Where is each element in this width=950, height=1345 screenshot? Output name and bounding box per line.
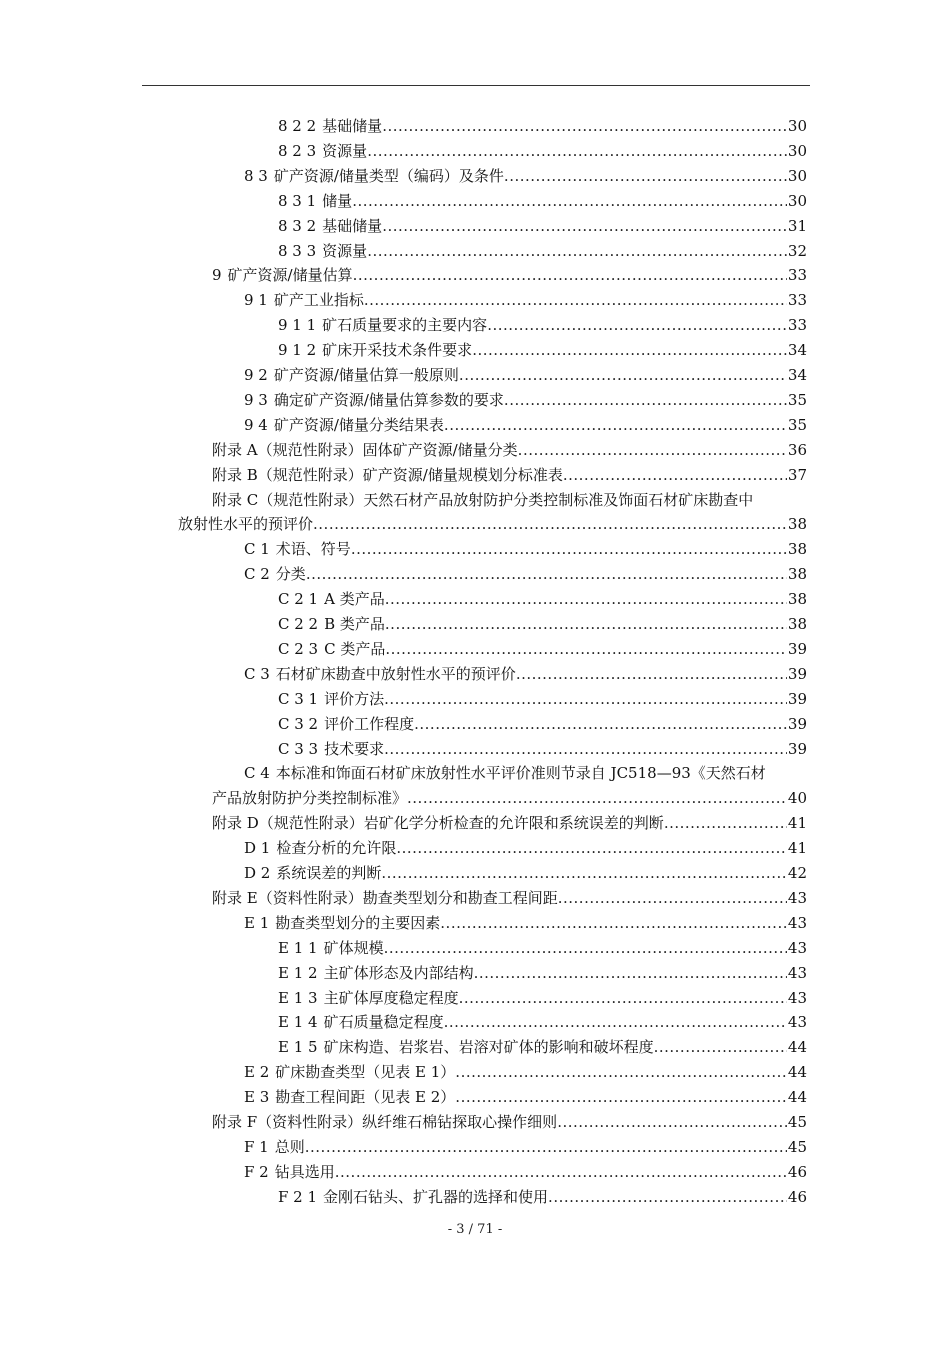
toc-page-number: 35 [787,390,807,409]
toc-leader-dots [558,886,787,911]
toc-entry-number: F 2 [244,1162,269,1181]
toc-entry-title: 附录 D（规范性附录）岩矿化学分析检查的允许限和系统误差的判断 [212,814,664,833]
toc-leader-dots [352,189,787,214]
toc-entry[interactable] [0,861,950,886]
toc-entry-title: 附录 A（规范性附录）固体矿产资源/储量分类 [212,440,518,459]
toc-entry-title: 矿石质量要求的主要内容 [322,316,488,335]
toc-entry-number: 9 4 [244,415,268,434]
toc-page-number: 38 [787,615,807,633]
toc-leader-dots [335,1160,787,1185]
toc-page-number: 44 [787,1063,807,1082]
toc-entry-number: E 1 5 [278,1038,318,1057]
toc-leader-dots [384,687,787,712]
toc-entry[interactable] [0,488,950,538]
toc-entry-number: E 1 4 [278,1013,318,1032]
toc-page-number: 31 [787,216,807,235]
toc-page-number: 39 [787,714,807,733]
toc-entry[interactable] [0,886,950,911]
toc-entry-title: 总则 [274,1137,305,1156]
toc-entry-title: 主矿体厚度稳定程度 [323,988,459,1007]
toc-leader-dots [385,612,787,637]
toc-entry-title: 附录 F（资料性附录）纵纤维石棉钻探取心操作细则 [212,1113,558,1131]
toc-page-number: 46 [787,1162,807,1181]
toc-page-number: 38 [787,590,807,609]
toc-entry-title: 检查分析的允许限 [276,839,397,858]
toc-leader-dots [557,1110,787,1135]
toc-entry[interactable] [0,313,950,338]
toc-leader-dots [364,288,787,313]
toc-entry-title: 矿床构造、岩浆岩、岩溶对矿体的影响和破坏程度 [323,1038,654,1057]
toc-entry-number: C 3 3 [278,739,319,758]
toc-entry-title: B 类产品 [324,615,385,633]
toc-entry-number: 9 2 [244,366,268,384]
toc-entry-title: 评价工作程度 [324,714,415,733]
toc-entry[interactable] [0,1160,950,1185]
toc-page-number: 33 [787,266,807,285]
toc-page-number: 39 [787,664,807,683]
toc-page-number: 45 [787,1113,807,1131]
toc-entry[interactable] [0,637,950,662]
toc-page-number: 44 [787,1088,807,1107]
toc-entry-number: E 1 [244,913,270,932]
toc-page-number: 37 [787,465,807,484]
toc-entry-title: 评价方法 [324,689,385,708]
toc-entry[interactable] [0,1060,950,1085]
toc-entry-number: C 2 3 [278,639,319,658]
toc-leader-dots [487,313,787,338]
toc-entry-number: F 2 1 [278,1187,318,1206]
toc-entry[interactable] [0,1110,950,1135]
toc-entry-title: 基础储量 [322,117,383,135]
toc-entry-title: 金刚石钻头、扩孔器的选择和使用 [323,1187,549,1206]
toc-page-number: 43 [787,938,807,957]
toc-leader-dots [516,662,787,687]
toc-entry-title-continued: 放射性水平的预评价 [178,515,314,534]
toc-leader-dots [474,961,787,986]
toc-leader-dots [384,936,787,961]
toc-leader-dots [563,463,787,488]
toc-page-number: 44 [787,1038,807,1057]
toc-entry[interactable] [0,263,950,288]
toc-entry-number: C 3 2 [278,714,319,733]
toc-entry[interactable] [0,936,950,961]
toc-entry-title: A 类产品 [324,590,385,609]
toc-entry[interactable] [0,388,950,413]
toc-entry-title: 矿产工业指标 [273,291,364,310]
toc-page-number: 38 [787,540,807,559]
toc-leader-dots [385,587,787,612]
toc-entry[interactable] [0,961,950,986]
toc-entry[interactable] [0,114,950,139]
toc-page-number: 41 [787,839,807,858]
toc-page-number: 38 [787,565,807,584]
toc-page-number: 45 [787,1137,807,1156]
toc-entry-number: D 1 [244,839,271,858]
toc-entry[interactable] [0,1010,950,1035]
toc-entry[interactable] [0,1135,950,1160]
toc-entry[interactable] [0,836,950,861]
toc-page-number: 43 [787,988,807,1007]
toc-entry-title: 矿产资源/储量分类结果表 [273,415,444,434]
toc-entry[interactable] [0,811,950,836]
toc-entry-title: 矿石质量稳定程度 [323,1013,444,1032]
toc-entry-title: 主矿体形态及内部结构 [323,963,474,982]
toc-page-number: 30 [787,166,807,185]
toc-entry-title: C 类产品 [324,639,386,658]
toc-page-number: 38 [787,515,807,534]
toc-entry[interactable] [0,562,950,587]
toc-page-number: 30 [787,141,807,160]
page-footer: - 3 / 71 - [447,1222,503,1237]
toc-entry-number: C 2 2 [278,615,319,633]
toc-entry-number: 9 [212,266,222,285]
toc-page-number: 33 [787,291,807,310]
toc-entry[interactable] [0,537,950,562]
toc-entry-title: 矿床开采技术条件要求 [322,341,473,360]
toc-entry-number: 9 3 [244,390,268,409]
toc-leader-dots [654,1035,787,1060]
toc-entry-number: C 2 1 [278,590,319,609]
toc-entry-number: 8 2 2 [278,117,317,135]
toc-entry[interactable] [0,761,950,811]
toc-page-number: 34 [787,341,807,360]
toc-leader-dots [459,986,787,1011]
toc-leader-dots [455,1060,787,1085]
toc-leader-dots [353,263,787,288]
toc-entry-number: C 1 [244,540,270,559]
toc-leader-dots [444,1010,787,1035]
toc-entry-title: 附录 E（资料性附录）勘查类型划分和勘查工程间距 [212,888,558,907]
toc-leader-dots [664,811,787,836]
toc-entry-number: 8 2 3 [278,141,317,160]
toc-entry-number: E 2 [244,1063,270,1082]
toc-entry-title: 技术要求 [324,739,385,758]
toc-entry-number: E 1 1 [278,938,318,957]
toc-page-number: 30 [787,117,807,135]
toc-leader-dots [472,338,787,363]
toc-entry-number: D 2 [244,864,271,882]
toc-leader-dots [306,562,787,587]
toc-entry[interactable] [0,338,950,363]
toc-entry-number: C 3 1 [278,689,319,708]
toc-leader-dots [504,164,787,189]
toc-entry-title: 附录 B（规范性附录）矿产资源/储量规模划分标准表 [212,465,563,484]
toc-entry-title: 系统误差的判断 [276,864,382,882]
toc-entry-title: 石材矿床勘查中放射性水平的预评价 [275,664,516,683]
toc-entry-number: 9 1 1 [278,316,317,335]
toc-entry-number: 8 3 1 [278,191,317,210]
toc-entry-title-continued: 产品放射防护分类控制标准》 [212,789,408,808]
toc-entry-number: 8 3 3 [278,241,317,260]
toc-leader-dots [381,861,787,886]
toc-entry[interactable] [0,1085,950,1110]
toc-page-number: 34 [787,366,807,384]
toc-entry-title: 矿产资源/储量估算 [227,266,353,285]
toc-leader-dots [385,637,787,662]
toc-entry-number: 8 3 [244,166,268,185]
toc-entry-title: 钻具选用 [274,1162,335,1181]
toc-entry-title: 分类 [275,565,306,584]
toc-leader-dots [459,363,787,388]
toc-page-number: 42 [787,864,807,882]
toc-entry[interactable] [0,288,950,313]
toc-entry-title: 勘查类型划分的主要因素 [275,913,441,932]
toc-entry[interactable] [0,612,950,637]
toc-page-number: 39 [787,639,807,658]
toc-entry[interactable] [0,587,950,612]
toc-entry-title: 基础储量 [322,216,383,235]
toc-leader-dots [548,1185,787,1210]
toc-page-number: 39 [787,739,807,758]
toc-entry-title: 术语、符号 [275,540,351,559]
toc-leader-dots [313,512,787,537]
toc-entry-number: 9 1 [244,291,268,310]
toc-entry-number: C 4 [244,764,270,783]
toc-entry-number: E 1 3 [278,988,318,1007]
toc-entry[interactable] [0,363,950,388]
toc-entry[interactable] [0,164,950,189]
toc-entry-title: 矿产资源/储量类型（编码）及条件 [273,166,504,185]
toc-entry-title: 附录 C（规范性附录）天然石材产品放射防护分类控制标准及饰面石材矿床勘查中 [212,490,754,509]
toc-entry-number: E 3 [244,1088,270,1107]
toc-page-number: 41 [787,814,807,833]
toc-leader-dots [444,413,787,438]
toc-entry-title: 本标准和饰面石材矿床放射性水平评价准则节录自 JC518—93《天然石材 [275,764,766,783]
toc-leader-dots [382,214,787,239]
toc-entry[interactable] [0,986,950,1011]
toc-page-number: 40 [787,789,807,808]
toc-page-number: 33 [787,316,807,335]
toc-page-number: 32 [787,241,807,260]
toc-page-number: 46 [787,1187,807,1206]
toc-leader-dots [367,239,787,264]
toc-entry-number: E 1 2 [278,963,318,982]
toc-leader-dots [384,737,787,762]
toc-leader-dots [407,786,787,811]
toc-entry-number: 8 3 2 [278,216,317,235]
toc-leader-dots [305,1135,787,1160]
toc-entry-number: 9 1 2 [278,341,317,360]
toc-page-number: 43 [787,888,807,907]
toc-page-number: 30 [787,191,807,210]
toc-leader-dots [455,1085,787,1110]
toc-leader-dots [351,537,787,562]
toc-leader-dots [396,836,787,861]
toc-page-number: 35 [787,415,807,434]
toc-leader-dots [504,388,787,413]
toc-entry[interactable] [0,438,950,463]
toc-entry[interactable] [0,1035,950,1060]
toc-entry-number: C 3 [244,664,270,683]
toc-leader-dots [414,712,787,737]
toc-page-number: 39 [787,689,807,708]
toc-leader-dots [440,911,787,936]
toc-entry[interactable] [0,687,950,712]
toc-entry[interactable] [0,737,950,762]
toc-entry[interactable] [0,463,950,488]
toc-entry[interactable] [0,413,950,438]
toc-entry-number: F 1 [244,1137,269,1156]
toc-entry[interactable] [0,139,950,164]
toc-entry-title: 矿床勘查类型（见表 E 1） [275,1063,456,1082]
toc-leader-dots [382,114,787,139]
toc-entry[interactable] [0,662,950,687]
toc-page-number: 43 [787,913,807,932]
toc-entry-title: 勘查工程间距（见表 E 2） [275,1088,456,1107]
toc-page-number: 43 [787,963,807,982]
toc-entry[interactable] [0,911,950,936]
toc-entry[interactable] [0,712,950,737]
toc-entry-number: C 2 [244,565,270,584]
toc-entry-title: 储量 [322,191,353,210]
toc-entry-title: 矿产资源/储量估算一般原则 [273,366,459,384]
toc-page-number: 43 [787,1013,807,1032]
toc-entry[interactable] [0,239,950,264]
toc-entry-title: 资源量 [322,141,368,160]
toc-entry[interactable] [0,189,950,214]
toc-leader-dots [367,139,787,164]
toc-entry-title: 矿体规模 [323,938,384,957]
toc-entry-title: 资源量 [322,241,368,260]
toc-entry[interactable] [0,214,950,239]
toc-page-number: 36 [787,440,807,459]
header-rule [142,85,810,86]
toc-leader-dots [518,438,787,463]
toc-entry-title: 确定矿产资源/储量估算参数的要求 [273,390,504,409]
toc-entry[interactable] [0,1185,950,1210]
